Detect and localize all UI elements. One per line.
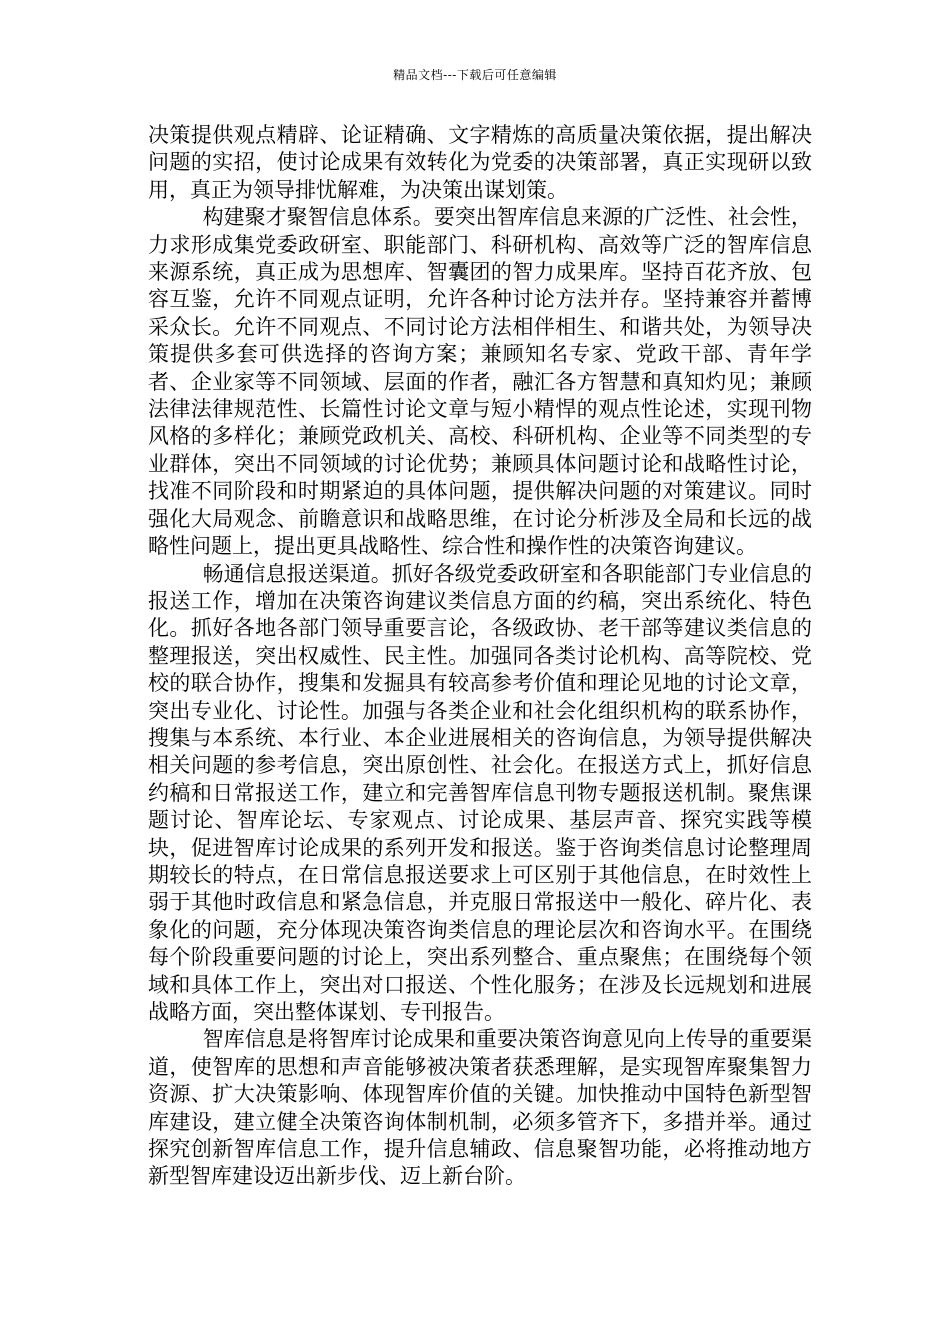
paragraph-conclusion: 智库信息是将智库讨论成果和重要决策咨询意见向上传导的重要渠道，使智库的思想和声音能够被决策者获悉理解，是实现智库聚集智力资源、扩大决策影响、体现智库价值的关键。加快推动中国特色新型智库建设，建立健全决策咨询体制机制，必须多管齐下，多措并举。通过探究创新智库信息工作，提升信息辅政、信息聚智功能，必将推动地方新型智库建设迈出新步伐、迈上新台阶。 xyxy=(148,1027,812,1189)
page-header: 精品文档---下载后可任意编辑 xyxy=(393,68,557,82)
paragraph-think-tank-system: 构建聚才聚智信息体系。要突出智库信息来源的广泛性、社会性，力求形成集党委政研室、职能部门、科研机构、高效等广泛的智库信息来源系统，真正成为思想库、智囊团的智力成果库。坚持百花齐放、包容互鉴，允许不同观点证明，允许各种讨论方法并存。坚持兼容并蓄博采众长。允许不同观点、不同讨论方法相伴相生、和谐共处，为领导决策提供多套可供选择的咨询方案；兼顾知名专家、党政干部、青年学者、企业家等不同领域、层面的作者，融汇各方智慧和真知灼见；兼顾法律法律规范性、长篇性讨论文章与短小精悍的观点性论述，实现刊物风格的多样化；兼顾党政机关、高校、科研机构、企业等不同类型的专业群体，突出不同领域的讨论优势；兼顾具体问题讨论和战略性讨论，找准不同阶段和时期紧迫的具体问题，提供解决问题的对策建议。同时强化大局观念、前瞻意识和战略思维，在讨论分析涉及全局和长远的战略性问题上，提出更具战略性、综合性和操作性的决策咨询建议。 xyxy=(148,205,812,559)
document-body xyxy=(148,122,812,1191)
paragraph-continuation: 决策提供观点精辟、论证精确、文字精炼的高质量决策依据，提出解决问题的实招，使讨论成果有效转化为党委的决策部署，真正实现研以致用，真正为领导排忧解难，为决策出谋划策。 xyxy=(148,123,812,202)
paragraph-reporting-channels: 畅通信息报送渠道。抓好各级党委政研室和各职能部门专业信息的报送工作，增加在决策咨询建议类信息方面的约稿，突出系统化、特色化。抓好各地各部门领导重要言论，各级政协、老干部等建议类信息的整理报送，突出权威性、民主性。加强同各类讨论机构、高等院校、党校的联合协作，搜集和发掘具有较高参考价值和理论见地的讨论文章，突出专业化、讨论性。加强与各类企业和社会化组织机构的联系协作，搜集与本系统、本行业、本企业进展相关的咨询信息，为领导提供解决相关问题的参考信息，突出原创性、社会化。在报送方式上，抓好信息约稿和日常报送工作，建立和完善智库信息刊物专题报送机制。聚焦课题讨论、智库论坛、专家观点、讨论成果、基层声音、探究实践等模块，促进智库讨论成果的系列开发和报送。鉴于咨询类信息讨论整理周期较长的特点，在日常信息报送要求上可区别于其他信息，在时效性上弱于其他时政信息和紧急信息，并克服日常报送中一般化、碎片化、表象化的问题，充分体现决策咨询类信息的理论层次和咨询水平。在围绕每个阶段重要问题的讨论上，突出系列整合、重点聚焦；在围绕每个领域和具体工作上，突出对口报送、个性化服务；在涉及长远规划和进展战略方面，突出整体谋划、专刊报告。 xyxy=(148,561,812,1024)
